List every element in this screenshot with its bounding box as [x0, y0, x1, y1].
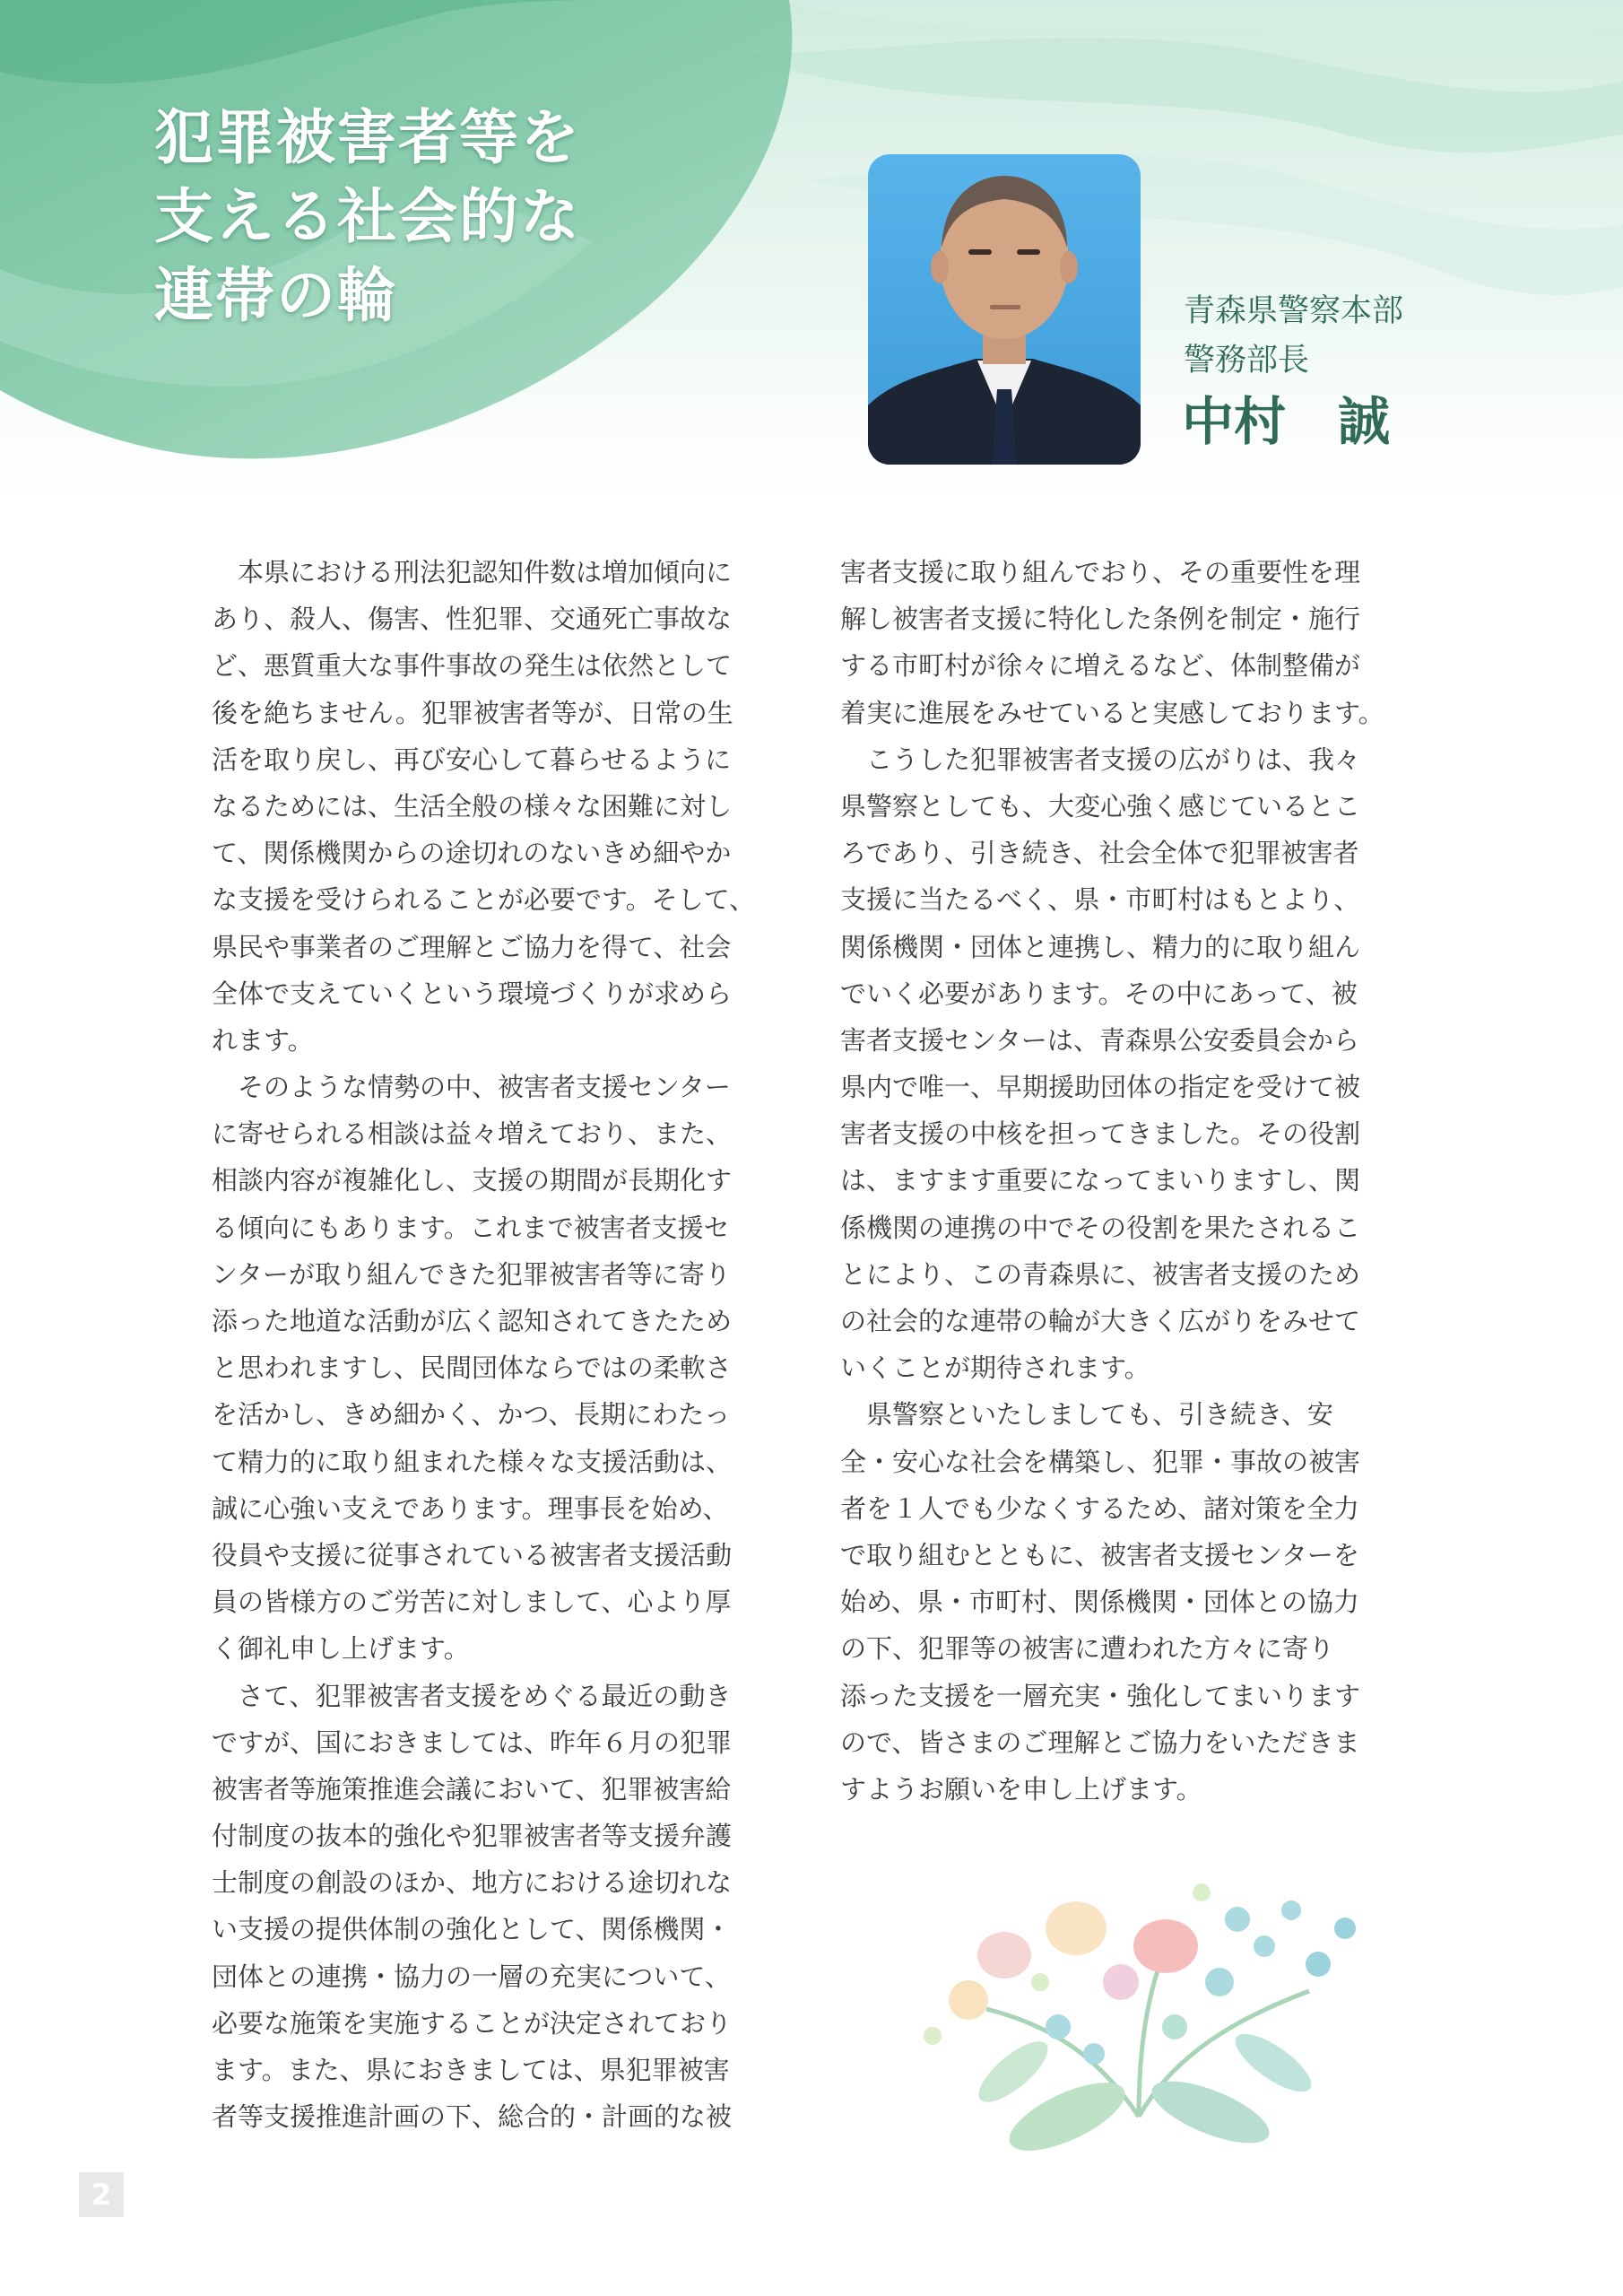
text-line: ど、悪質重大な事件事故の発生は依然として	[212, 650, 733, 682]
text-line: 始め、県・市町村、関係機関・団体との協力	[840, 1587, 1359, 1618]
text-line: 誠に心強い支えであります。理事長を始め、	[212, 1492, 729, 1524]
text-line: 県警察といたしましても、引き続き、安	[840, 1399, 1333, 1431]
text-line: 者を１人でも少なくするため、諸対策を全力	[840, 1492, 1359, 1524]
text-line: 着実に進展をみせていると実感しております。	[840, 697, 1384, 728]
page-number: 2	[79, 2172, 124, 2217]
text-line: く御礼申し上げます。	[212, 1633, 470, 1665]
headline	[154, 99, 581, 335]
text-line: 害者支援センターは、青森県公安委員会から	[840, 1024, 1359, 1056]
text-line: る傾向にもあります。これまで被害者支援セ	[212, 1212, 730, 1243]
text-line: 全体で支えていくという環境づくりが求めら	[212, 978, 733, 1009]
text-line: 活を取り戻し、再び安心して暮らせるように	[212, 744, 732, 775]
text-line: ので、皆さまのご理解とご協力をいただきま	[840, 1726, 1360, 1758]
text-line: 役員や支援に従事されている被害者支援活動	[212, 1539, 733, 1570]
headline-line: 犯罪被害者等を	[154, 103, 581, 172]
text-line: 必要な施策を実施することが決定されており	[212, 2007, 733, 2039]
text-line: あり、殺人、傷害、性犯罪、交通死亡事故な	[212, 604, 733, 635]
author-name: 中村 誠	[1182, 391, 1391, 452]
text-line: れます。	[212, 1024, 314, 1056]
text-line: を活かし、きめ細かく、かつ、長期にわたっ	[212, 1399, 731, 1431]
text-line: い支援の提供体制の強化として、関係機関・	[212, 1914, 732, 1945]
author-position: 警務部長	[1184, 343, 1310, 378]
text-line: 添った地道な活動が広く認知されてきたため	[212, 1306, 733, 1336]
text-line: そのような情勢の中、被害者支援センター	[212, 1072, 731, 1103]
text-line: 被害者等施策推進会議において、犯罪被害給	[212, 1773, 732, 1805]
text-line: さて、犯罪被害者支援をめぐる最近の動き	[212, 1680, 732, 1711]
text-line: ンターが取り組んできた犯罪被害者等に寄り	[212, 1258, 731, 1290]
headline-line: 支える社会的な	[154, 182, 581, 251]
text-line: こうした犯罪被害者支援の広がりは、我々	[840, 744, 1361, 775]
text-line: 付制度の抜本的強化や犯罪被害者等支援弁護	[212, 1821, 733, 1852]
text-line: な支援を受けられることが必要です。そして、	[212, 884, 756, 916]
text-line: なるためには、生活全般の様々な困難に対し	[212, 790, 733, 822]
text-line: 県警察としても、大変心強く感じているとこ	[840, 790, 1361, 822]
text-line: いくことが期待されます。	[840, 1352, 1150, 1384]
portrait-photo	[868, 154, 1141, 465]
text-line: する市町村が徐々に増えるなど、体制整備が	[840, 650, 1361, 682]
body-column-left	[212, 549, 803, 2140]
text-line: 支援に当たるべく、県・市町村はもとより、	[840, 884, 1360, 916]
text-line: 関係機関・団体と連携し、精力的に取り組ん	[840, 931, 1361, 962]
text-line: ます。また、県におきましては、県犯罪被害	[212, 2055, 730, 2085]
text-line: でいく必要があります。その中にあって、被	[840, 978, 1358, 1009]
text-line: 団体との連携・協力の一層の充実について、	[212, 1961, 731, 1992]
text-line: て精力的に取り組まれた様々な支援活動は、	[212, 1446, 733, 1477]
text-line: と思われますし、民間団体ならではの柔軟さ	[212, 1352, 732, 1384]
text-line: 県内で唯一、早期援助団体の指定を受けて被	[840, 1072, 1361, 1103]
text-line: で取り組むとともに、被害者支援センターを	[840, 1539, 1359, 1570]
text-line: 解し被害者支援に特化した条例を制定・施行	[840, 604, 1361, 635]
text-line: 県民や事業者のご理解とご協力を得て、社会	[212, 931, 732, 962]
text-line: に寄せられる相談は益々増えており、また、	[212, 1118, 733, 1150]
text-line: とにより、この青森県に、被害者支援のため	[840, 1258, 1361, 1290]
text-line: 全・安心な社会を構築し、犯罪・事故の被害	[840, 1446, 1361, 1477]
text-line: すようお願いを申し上げます。	[840, 1773, 1202, 1805]
text-line: 害者支援に取り組んでおり、その重要性を理	[840, 557, 1361, 587]
text-line: ろであり、引き続き、社会全体で犯罪被害者	[840, 838, 1359, 869]
body-column-right	[840, 549, 1432, 1813]
text-line: 係機関の連携の中でその役割を果たされるこ	[840, 1212, 1361, 1243]
text-line: 相談内容が複雑化し、支援の期間が長期化す	[212, 1165, 733, 1196]
text-line: 添った支援を一層充実・強化してまいります	[840, 1680, 1361, 1711]
text-line: の社会的な連帯の輪が大きく広がりをみせて	[840, 1306, 1361, 1336]
text-line: 員の皆様方のご労苦に対しまして、心より厚	[212, 1587, 732, 1618]
headline-line: 連帯の輪	[154, 261, 398, 330]
text-line: 本県における刑法犯認知件数は増加傾向に	[212, 557, 733, 587]
text-line: ですが、国におきましては、昨年６月の犯罪	[212, 1726, 733, 1758]
author-organization: 青森県警察本部	[1184, 293, 1404, 329]
flower-illustration	[879, 1848, 1399, 2152]
text-line: て、関係機関からの途切れのないきめ細やか	[212, 838, 732, 869]
text-line: 士制度の創設のほか、地方における途切れな	[212, 1867, 733, 1899]
text-line: の下、犯罪等の被害に遭われた方々に寄り	[840, 1633, 1335, 1665]
text-line: 後を絶ちません。犯罪被害者等が、日常の生	[212, 697, 733, 728]
text-line: 者等支援推進計画の下、総合的・計画的な被	[212, 2101, 733, 2133]
text-line: 害者支援の中核を担ってきました。その役割	[840, 1118, 1361, 1150]
text-line: は、ますます重要になってまいりますし、関	[840, 1165, 1361, 1196]
